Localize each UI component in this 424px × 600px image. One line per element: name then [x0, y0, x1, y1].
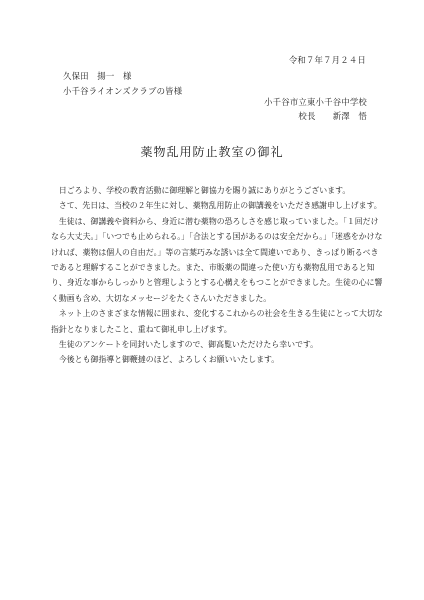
addressee-organization: 小千谷ライオンズクラブの皆様 [63, 86, 183, 96]
body-paragraph: 今後とも御指導と御鞭撻のほど、よろしくお願いいたします。 [58, 355, 280, 365]
letter-date: 令和７年７月２４日 [288, 55, 366, 65]
addressee-name: 久保田 揚一 様 [63, 71, 132, 81]
sender-principal: 校長 新澤 悟 [298, 111, 367, 121]
sender-school: 小千谷市立東小千谷中学校 [264, 97, 367, 107]
body-paragraph: 生徒は、御講義や資料から、身近に潜む薬物の恐ろしさを感じ取っていました。「１回だけなら大丈夫。」「いつでも止められる。」「合法とする国があるのは安全だから。」「迷惑をかけなければ、薬物は個人の自由だ。」等の言葉巧みな誘いは全て間違いであり、きっぱり断るべきであると理解することができました。また、市販薬の間違った使い方も薬物乱用であると知り、身近な事からしっかりと管理しようとする心構えをもつことができました。生徒の心に響く動画も含め、大切なメッセージをたくさんいただきました。 [51, 216, 383, 303]
letter-title: 薬物乱用防止教室の御礼 [140, 145, 284, 159]
body-paragraph: 日ごろより、学校の教育活動に御理解と御協力を賜り誠にありがとうございます。 [58, 186, 351, 195]
body-paragraph: ネット上のさまざまな情報に囲まれ、変化するこれからの社会を生きる生徒にとって大切な指針となりましたこと、重ねて御礼申し上げます。 [51, 309, 383, 334]
letter-body [51, 183, 385, 368]
body-paragraph: さて、先日は、当校の２年生に対し、薬物乱用防止の御講義をいただき感謝申し上げます。 [58, 201, 382, 211]
body-paragraph: 生徒のアンケートを同封いたしますので、御高覧いただけたら幸いです。 [58, 340, 319, 350]
